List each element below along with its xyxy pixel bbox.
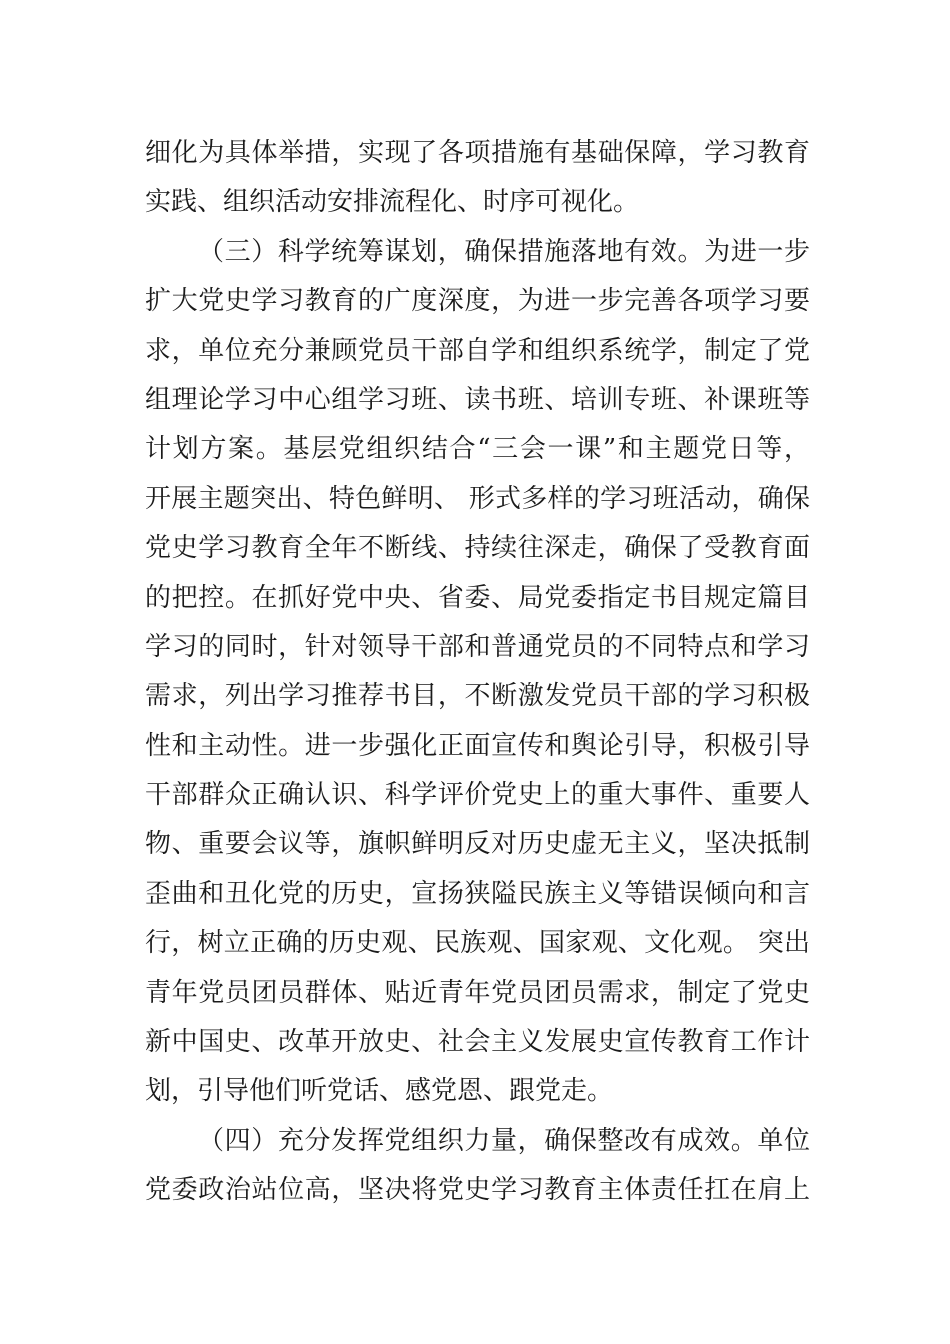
text-line: 需求，列出学习推荐书目，不断激发党员干部的学习积极 (145, 681, 810, 712)
text-line: 实践、组织活动安排流程化、时序可视化。 (145, 187, 640, 218)
text-line: 党委政治站位高，坚决将党史学习教育主体责任扛在肩上 (145, 1175, 810, 1206)
text-line: （三）科学统筹谋划，确保措施落地有效。为进一步 (198, 236, 810, 267)
text-line: 求，单位充分兼顾党员干部自学和组织系统学，制定了党 (145, 335, 810, 366)
text-line: 计划方案。基层党组织结合“三会一课”和主题党日等， (145, 434, 810, 465)
text-line: 新中国史、改革开放史、社会主义发展史宣传教育工作计 (145, 1027, 810, 1058)
text-line: 党史学习教育全年不断线、持续往深走，确保了受教育面 (145, 533, 810, 564)
text-line: 组理论学习中心组学习班、读书班、培训专班、补课班等 (145, 384, 810, 415)
text-line: 细化为具体举措，实现了各项措施有基础保障，学习教育 (145, 138, 810, 168)
text-line: 物、重要会议等，旗帜鲜明反对历史虚无主义，坚决抵制 (145, 829, 810, 860)
text-line: 性和主动性。进一步强化正面宣传和舆论引导，积极引导 (145, 730, 810, 761)
body-text (145, 129, 810, 1216)
text-line: 的把控。在抓好党中央、省委、局党委指定书目规定篇目 (145, 582, 810, 613)
text-line: （四）充分发挥党组织力量，确保整改有成效。单位 (198, 1125, 810, 1156)
text-line: 歪曲和丑化党的历史，宣扬狭隘民族主义等错误倾向和言 (145, 878, 810, 909)
text-line: 划，引导他们听党话、感党恩、跟党走。 (145, 1076, 614, 1107)
text-line: 学习的同时，针对领导干部和普通党员的不同特点和学习 (145, 631, 810, 662)
text-line: 开展主题突出、特色鲜明、 形式多样的学习班活动，确保 (145, 483, 810, 514)
text-line: 行，树立正确的历史观、民族观、国家观、文化观。 突出 (145, 928, 810, 959)
text-line: 干部群众正确认识、科学评价党史上的重大事件、重要人 (145, 780, 810, 811)
text-line: 扩大党史学习教育的广度深度，为进一步完善各项学习要 (145, 286, 810, 317)
text-line: 青年党员团员群体、贴近青年党员团员需求，制定了党史 (145, 977, 810, 1008)
